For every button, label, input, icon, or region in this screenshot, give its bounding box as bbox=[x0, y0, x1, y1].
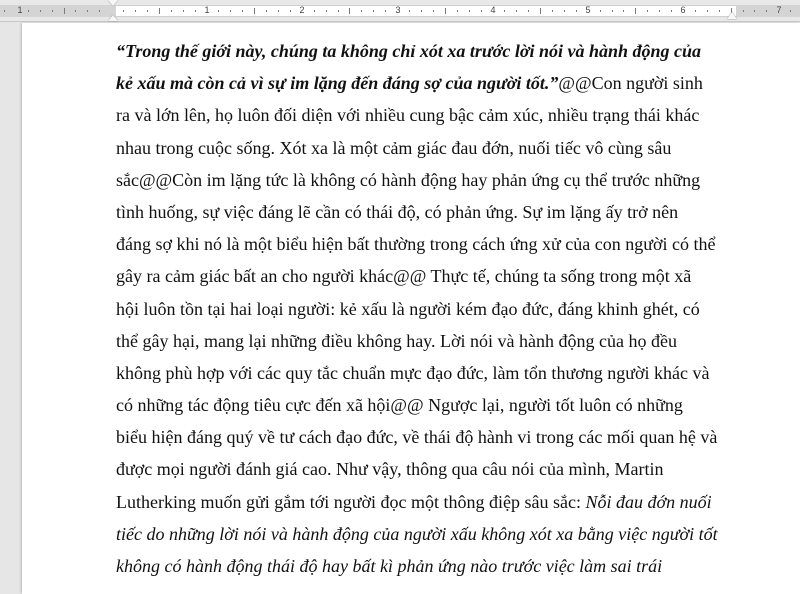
italic-text: tiếc do những lời nói và hành động của người xấu không xót xa bằng việc người tốt bbox=[116, 523, 718, 544]
ruler-tick bbox=[409, 10, 410, 12]
ruler-tick bbox=[695, 10, 696, 12]
body-text: @@Con người sinh bbox=[558, 73, 703, 94]
body-text: gây ra cảm giác bất an cho người khác@@ Thực tế, chúng ta sống trong một xã bbox=[116, 266, 692, 287]
ruler-tick bbox=[266, 10, 267, 12]
body-text: ra và lớn lên, họ luôn đối diện với nhiều cung bậc cảm xúc, nhiều trạng thái khác bbox=[116, 105, 700, 126]
ruler-tick bbox=[290, 10, 291, 12]
ruler-tick bbox=[218, 10, 219, 12]
ruler-tick bbox=[540, 8, 541, 14]
ruler-number: 1 bbox=[17, 5, 23, 15]
body-text: không phù hợp với các quy tắc chuẩn mực đạo đức, làm tổn thương người khác và bbox=[116, 362, 710, 383]
body-text: tình huống, sự việc đáng lẽ cần có thái độ, có phản ứng. Sự im lặng ấy trở nên bbox=[116, 201, 679, 222]
ruler-tick bbox=[123, 10, 124, 12]
ruler-tick bbox=[659, 10, 660, 12]
text-line[interactable] bbox=[116, 228, 716, 260]
ruler-tick bbox=[254, 8, 255, 14]
horizontal-ruler[interactable] bbox=[0, 0, 800, 22]
document-page[interactable] bbox=[22, 23, 800, 594]
ruler-tick bbox=[504, 10, 505, 12]
ruler-tick bbox=[707, 10, 708, 12]
ruler-number: 6 bbox=[680, 5, 686, 15]
ruler-tick bbox=[552, 10, 553, 12]
text-line[interactable] bbox=[116, 325, 716, 357]
ruler-tick bbox=[671, 10, 672, 12]
ruler-tick bbox=[135, 10, 136, 12]
ruler-tick bbox=[457, 10, 458, 12]
ruler-tick bbox=[183, 10, 184, 12]
ruler-tick bbox=[385, 10, 386, 12]
text-line[interactable] bbox=[116, 550, 716, 582]
text-line[interactable] bbox=[116, 99, 716, 131]
ruler-tick bbox=[600, 10, 601, 12]
body-text: Lutherking muốn gửi gắm tới người đọc một thông điệp sâu sắc: bbox=[116, 491, 586, 512]
body-text: đáng sợ khi nó là một biểu hiện bất thường trong cách ứng xử của con người có thể bbox=[116, 234, 716, 255]
text-line[interactable] bbox=[116, 389, 716, 421]
ruler-tick bbox=[635, 8, 636, 14]
ruler-tick bbox=[528, 10, 529, 12]
text-line[interactable] bbox=[116, 260, 716, 292]
text-line[interactable] bbox=[116, 518, 716, 550]
text-line[interactable] bbox=[116, 453, 716, 485]
body-text: hội luôn tồn tại hai loại người: kẻ xấu là người kém đạo đức, đáng khinh ghét, có bbox=[116, 298, 700, 319]
ruler-tick bbox=[433, 10, 434, 12]
ruler-tick bbox=[445, 8, 446, 14]
ruler-tick bbox=[564, 10, 565, 12]
right-indent-marker[interactable] bbox=[727, 12, 737, 19]
ruler-tick bbox=[481, 10, 482, 12]
ruler-tick bbox=[373, 10, 374, 12]
ruler-tick bbox=[612, 10, 613, 12]
hanging-indent-marker[interactable] bbox=[108, 15, 118, 21]
italic-text: Nỗi đau đớn nuối bbox=[585, 491, 712, 512]
ruler-number: 3 bbox=[395, 5, 401, 15]
ruler-tick bbox=[421, 10, 422, 12]
ruler-tick bbox=[338, 10, 339, 12]
ruler-tick bbox=[278, 10, 279, 12]
body-text: nhau trong cuộc sống. Xót xa là một cảm giác đau đớn, nuối tiếc vô cùng sâu bbox=[116, 137, 672, 158]
text-line[interactable] bbox=[116, 421, 716, 453]
ruler-tick bbox=[361, 10, 362, 12]
ruler-tick bbox=[87, 10, 88, 12]
text-line[interactable] bbox=[116, 357, 716, 389]
ruler-number: 7 bbox=[776, 5, 782, 15]
body-text: sắc@@Còn im lặng tức là không có hành động hay phản ứng cụ thể trước những bbox=[116, 169, 701, 190]
ruler-tick bbox=[326, 10, 327, 12]
body-text: thể gây hại, mang lại những điều không hay. Lời nói và hành động của họ đều bbox=[116, 330, 677, 351]
ruler-tick bbox=[64, 8, 65, 14]
ruler-tick bbox=[719, 10, 720, 12]
ruler-number: 4 bbox=[490, 5, 496, 15]
ruler-tick bbox=[576, 10, 577, 12]
ruler-number: 2 bbox=[299, 5, 305, 15]
ruler-tick bbox=[4, 10, 5, 12]
ruler-tick bbox=[40, 10, 41, 12]
text-line[interactable] bbox=[116, 293, 716, 325]
ruler-tick bbox=[159, 8, 160, 14]
ruler-tick bbox=[147, 10, 148, 12]
ruler-tick bbox=[754, 10, 755, 12]
text-line[interactable] bbox=[116, 67, 716, 99]
body-text: có những tác động tiêu cực đến xã hội@@ Ngược lại, người tốt luôn có những bbox=[116, 395, 683, 416]
ruler-tick bbox=[230, 10, 231, 12]
ruler-tick bbox=[99, 10, 100, 12]
ruler-number: 5 bbox=[585, 5, 591, 15]
ruler-number: 1 bbox=[204, 5, 210, 15]
ruler-tick bbox=[242, 10, 243, 12]
ruler-tick bbox=[516, 10, 517, 12]
text-line[interactable] bbox=[116, 35, 716, 67]
ruler-tick bbox=[28, 10, 29, 12]
first-line-indent-marker[interactable] bbox=[108, 0, 118, 6]
body-text: biểu hiện đáng quý về tư cách đạo đức, về thái độ hành vi trong các mối quan hệ và bbox=[116, 427, 718, 448]
body-text: được mọi người đánh giá cao. Như vậy, thông qua câu nói của mình, Martin bbox=[116, 459, 664, 480]
italic-text: không có hành động thái độ hay bất kì phản ứng nào trước việc làm sai trái bbox=[116, 556, 663, 576]
ruler-tick bbox=[647, 10, 648, 12]
text-line[interactable] bbox=[116, 164, 716, 196]
text-line[interactable] bbox=[116, 196, 716, 228]
quote-text: kẻ xấu mà còn cả vì sự im lặng đến đáng sợ của người tốt.” bbox=[116, 73, 559, 94]
text-line[interactable] bbox=[116, 132, 716, 164]
ruler-tick bbox=[52, 10, 53, 12]
ruler-tick bbox=[195, 10, 196, 12]
ruler-tick bbox=[623, 10, 624, 12]
quote-text: “Trong thế giới này, chúng ta không chỉ xót xa trước lời nói và hành động của bbox=[116, 41, 702, 61]
ruler-tick bbox=[171, 10, 172, 12]
ruler-tick bbox=[766, 10, 767, 12]
ruler-tick bbox=[469, 10, 470, 12]
ruler-tick bbox=[75, 10, 76, 12]
ruler-tick bbox=[314, 10, 315, 12]
document-body-text[interactable] bbox=[116, 35, 716, 582]
text-line[interactable] bbox=[116, 486, 716, 518]
ruler-tick bbox=[349, 8, 350, 14]
ruler-tick bbox=[743, 10, 744, 12]
ruler-tick bbox=[790, 10, 791, 12]
